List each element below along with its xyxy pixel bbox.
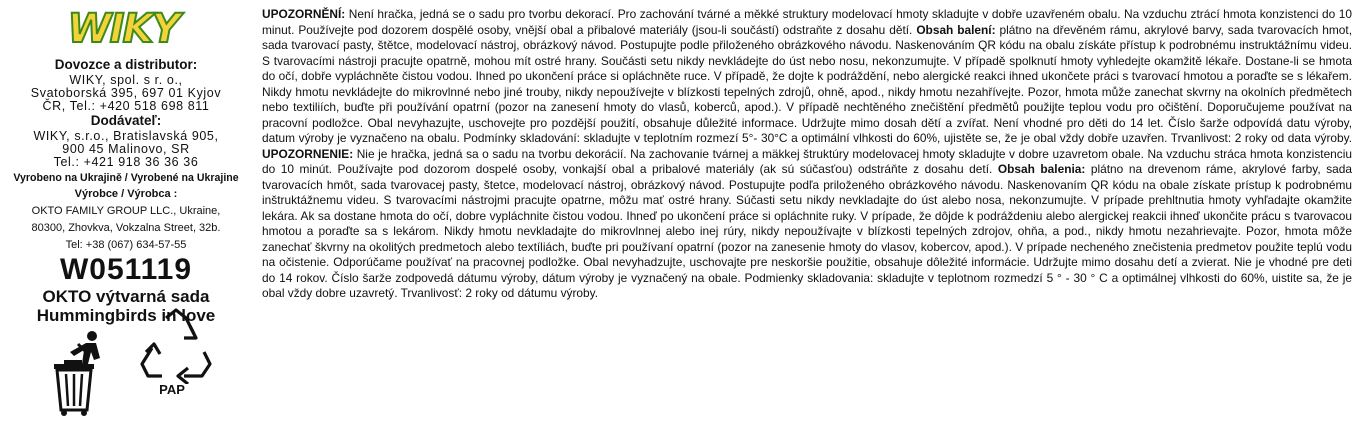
logo-text: WIKY (67, 6, 179, 52)
left-info-column (0, 0, 252, 416)
supplier-line: WIKY, s.r.o., Bratislavská 905, (33, 129, 219, 143)
product-code: W051119 (59, 253, 193, 286)
distributor-line: ČR, Tel.: +420 518 698 811 (42, 99, 210, 113)
supplier-line: 900 45 Malinovo, SR (62, 142, 190, 156)
product-name-line: Hummingbirds in love (36, 306, 216, 325)
cz-warning-text: Není hračka, jedná se o sadu pro tvorbu dekorací. Pro zachování tvárné a měkké struktury modelovací hmoty skladujte v dobře uzavřeném obalu. Na vzduchu ztrácí hmota konzistenci do 10 minut. Používejte pod dozorem dospělé osoby, vnější obal a přibalové materiály (jsou-li součástí) odstraňte z dosahu dětí. (262, 7, 1352, 37)
manufacturer-line: Tel: +38 (067) 634-57-55 (65, 239, 187, 251)
cz-content-label: Obsah balení: (916, 22, 996, 37)
cz-content-text: plátno na dřevěném rámu, akrylové barvy, sada tvarovacích hmot, sada tvarovací pasty, štětce, modelovací nástroj, obrázkový návod. Postupujte podle přiloženého obrázkového návodu. Naskenováním QR kódu na obalu získáte přístup k podrobnému instruktážnímu videu. S tvarovacími nástroji pracujte opatrně, mohou mít ostré hrany. Součásti setu nikdy nevkládejte do úst nebo nosu, nekonzumujte. V případě spolknutí hmoty vyhledejte okamžitě lékaře. Dostane-li se hmota do očí, dobře vypláchněte čistou vodou. Ihned po ukončení práce si opláchněte ruce. V případě, že dojte k podráždění, nebo alergické reakci ihned ukončete práci s tvarovací hmotou a poraďte se s lékařem. Nikdy hmotu nevkládejte do mikrovlnné nebo jiné trouby, nikdy nepoužívejte v blízkosti tepelných zdrojů, ohně, apod., nikdy hmotu nezahřívejte. Pozor, hmota může zanechat skvrny na okolních předmětech nebo textiliích, buďte při používání opatrní (pozor na zanesení hmoty do vlasů, koberců, apod.). V případě nechtěného znečištění předmětů použijte teplou vodu pro očištění. Doporučujeme používat na pracovní podložce. Obal nevyhazujte, uschovejte pro pozdější použití, obsahuje důležité informace. Udržujte mimo dosah dětí a zvířat. Není vhodné pro děti do 14 let. Číslo šarže odpovídá datu výroby, datum výroby je vyznačeno na obalu. Podmínky skladování: skladujte v teplotním rozmezí 5°- 30°C a optimální vlhkosti do 60%, ujistěte se, že je obal vždy dobře uzavřen. Trvanlivost: 2 roky od data výroby. (262, 22, 1352, 145)
cz-warning-label: UPOZORNĚNÍ: (262, 7, 346, 21)
distributor-heading: Dovozce a distributor: (54, 57, 198, 72)
manufacturer-line: 80300, Zhovkva, Vokzalna Street, 32b. (31, 222, 221, 234)
made-in: Vyrobeno na Ukrajině / Vyrobené na Ukrajine (13, 172, 239, 184)
manufacturer-heading: Výrobce / Výrobca : (74, 188, 178, 200)
product-name-line: OKTO výtvarná sada (42, 287, 210, 306)
supplier-heading: Dodávateľ: (90, 113, 162, 128)
sk-content-label: Obsah balenia: (997, 162, 1086, 176)
recycle-label: PAP (159, 382, 185, 397)
wiky-logo (58, 4, 188, 56)
sk-warning-text: Nie je hračka, jedná sa o sadu na tvorbu dekorácií. Na zachovanie tvárnej a mäkkej štruktúry modelovacej hmoty skladujte v dobre uzavretom obale. Na vzduchu stráca hmota konzistenciu do 10 minút. Používajte pod dozorom dospelé osoby, vonkajší obal a pribalové materiály (ak sú súčasťou) odstráňte z dosahu detí. (262, 146, 1352, 176)
manufacturer-line: OKTO FAMILY GROUP LLC., Ukraine, (31, 205, 221, 217)
supplier-line: Tel.: +421 918 36 36 36 (53, 155, 199, 169)
sk-content-text: plátno na drevenom ráme, akrylové farby, sada tvarovacích hmôt, sada tvarovacej pasty, štetce, modelovací nástroj, obrázkový návod. Postupujte podľa priloženého obrázkového návodu. Naskenovaním QR kódu na obale získate prístup k podrobnému inštruktážnemu videu. S tvarovacími nástrojmi pracujte opatrne, môžu mať ostré hrany. Súčasti setu nikdy nevkladajte do úst alebo nosa, nekonzumujte. V prípade prehltnutia hmoty vyhľadajte okamžite lekára. Ak sa dostane hmota do očí, dobre vypláchnite čistou vodou. Ihneď po ukončení práce si opláchnite ruky. V prípade, že dôjde k podráždeniu alebo alergickej reakcii ihneď ukončite prácu s tvarovacou hmotou a poraďte sa s lekárom. Nikdy hmotu nevkladajte do mikrovlnnej alebo inej rúry, nikdy nepoužívajte v blízkosti tepelných zdrojov, ohňa, a pod., nikdy hmotu nezahrievajte. Pozor, hmota môže zanechať škvrny na okolitých predmetoch alebo textíliách, buďte pri používaní opatrní (pozor na zanesenie hmoty do vlasov, kobercov, apod.). V prípade necheného znečistenia predmetov použite teplú vodu na očistenie. Odporúčame používať na pracovnej podložke. Obal nevyhadzujte, uschovajte pre neskoršie použitie, obsahuje dôležité informácie. Udržujte mimo dosahu detí a zvierat. Nie je vhodné pre deti do 14 rokov. Číslo šarže zodpovedá dátumu výroby, dátum výroby je vyznačený na obale. Podmienky skladovania: skladujte v teplotnom rozmedzí 5 ° - 30 ° C a optimálnej vlhkosti do 60%, uistite sa, že je obal vždy dobre uzavretý. Trvanlivosť: 2 roky od dátumu výroby. (262, 162, 1352, 300)
recycle-icon (136, 306, 216, 402)
distributor-line: WIKY, spol. s r. o., (69, 73, 183, 87)
distributor-line: Svatoborská 395, 697 01 Kyjov (30, 86, 222, 100)
sk-warning-label: UPOZORNENIE: (262, 146, 354, 161)
warning-text-block (262, 7, 1352, 302)
